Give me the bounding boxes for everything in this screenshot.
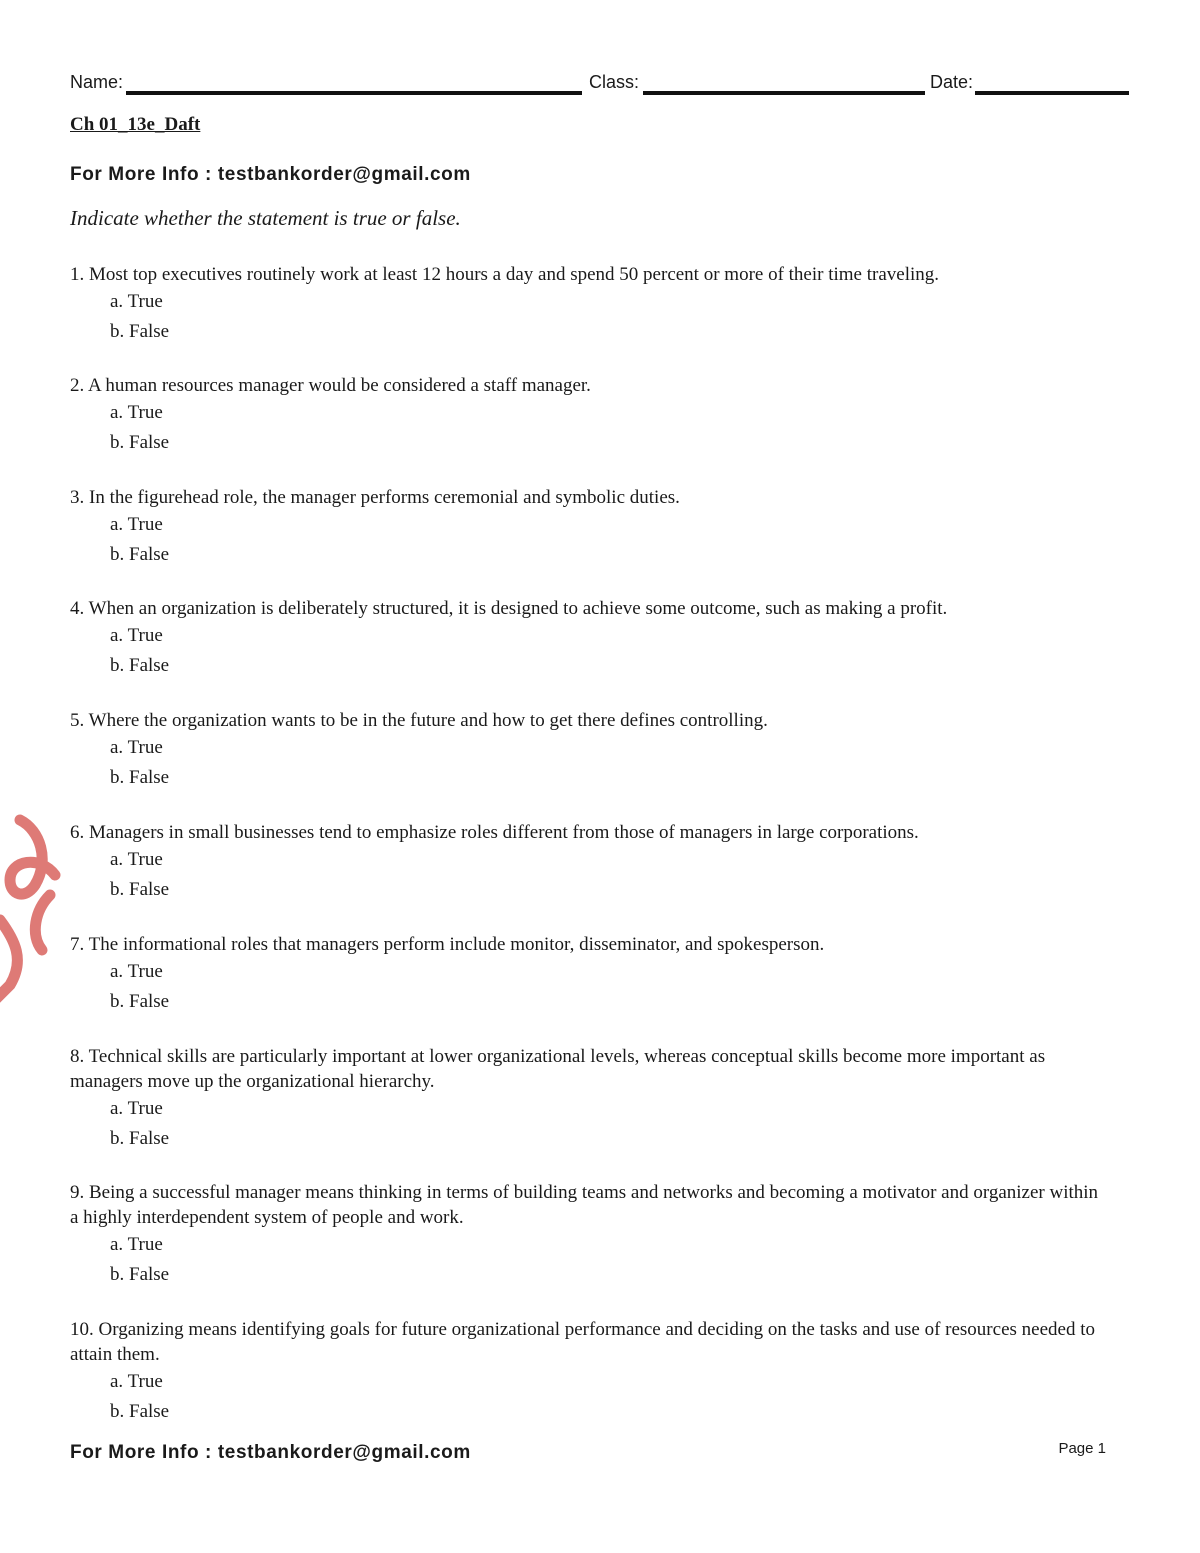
- option-true: a. True: [110, 625, 163, 646]
- option-true: a. True: [110, 849, 163, 870]
- instruction-text: Indicate whether the statement is true or false.: [70, 206, 461, 230]
- question-stem: 3. In the figurehead role, the manager performs ceremonial and symbolic duties.: [70, 487, 680, 508]
- question-stem: 8. Technical skills are particularly important at lower organizational levels, whereas conceptual skills become more important as managers move up the organizational hierarchy.: [70, 1046, 1046, 1092]
- question-item: [70, 373, 1110, 458]
- name-blank: [126, 91, 582, 95]
- option-true: a. True: [110, 1098, 163, 1119]
- option-true: a. True: [110, 402, 163, 423]
- question-item: [70, 262, 1110, 347]
- option-false: b. False: [110, 1401, 170, 1422]
- option-true: a. True: [110, 737, 163, 758]
- option-true: a. True: [110, 514, 163, 535]
- question-item: [70, 1044, 1110, 1154]
- option-false: b. False: [110, 1128, 170, 1149]
- date-label: Date:: [930, 72, 974, 92]
- option-false: b. False: [110, 767, 170, 788]
- option-false: b. False: [110, 321, 170, 342]
- question-item: [70, 820, 1110, 905]
- name-label: Name:: [70, 72, 124, 92]
- option-true: a. True: [110, 961, 163, 982]
- option-false: b. False: [110, 879, 170, 900]
- question-item: [70, 1317, 1110, 1427]
- question-item: [70, 1180, 1110, 1290]
- question-stem: 4. When an organization is deliberately structured, it is designed to achieve some outcome, such as making a profit.: [70, 598, 948, 619]
- contact-info-footer: For More Info : testbankorder@gmail.com: [70, 1442, 471, 1463]
- question-stem: 2. A human resources manager would be considered a staff manager.: [70, 375, 591, 396]
- class-blank: [643, 91, 925, 95]
- option-true: a. True: [110, 1234, 163, 1255]
- watermark-logo: [0, 800, 80, 1010]
- page-number: Page 1: [1058, 1440, 1106, 1457]
- question-stem: 6. Managers in small businesses tend to emphasize roles different from those of managers in large corporations.: [70, 822, 919, 843]
- document-title: Ch 01_13e_Daft: [70, 114, 201, 135]
- question-stem: 5. Where the organization wants to be in the future and how to get there defines controlling.: [70, 710, 768, 731]
- question-item: [70, 932, 1110, 1017]
- question-stem: 1. Most top executives routinely work at least 12 hours a day and spend 50 percent or more of their time traveling.: [70, 264, 940, 285]
- option-false: b. False: [110, 655, 170, 676]
- option-true: a. True: [110, 291, 163, 312]
- date-blank: [975, 91, 1129, 95]
- question-stem: 7. The informational roles that managers perform include monitor, disseminator, and spokesperson.: [70, 934, 825, 955]
- question-stem: 9. Being a successful manager means thinking in terms of building teams and networks and becoming a motivator and organizer within a highly interdependent system of people and work.: [70, 1182, 1099, 1228]
- option-true: a. True: [110, 1371, 163, 1392]
- question-item: [70, 485, 1110, 570]
- student-info-header: [70, 70, 1130, 98]
- option-false: b. False: [110, 991, 170, 1012]
- question-stem: 10. Organizing means identifying goals for future organizational performance and deciding on the tasks and use of resources needed to attain them.: [70, 1319, 1095, 1365]
- contact-info-top: For More Info : testbankorder@gmail.com: [70, 164, 471, 185]
- question-item: [70, 596, 1110, 681]
- class-label: Class:: [589, 72, 640, 92]
- option-false: b. False: [110, 544, 170, 565]
- option-false: b. False: [110, 1264, 170, 1285]
- question-item: [70, 708, 1110, 793]
- option-false: b. False: [110, 432, 170, 453]
